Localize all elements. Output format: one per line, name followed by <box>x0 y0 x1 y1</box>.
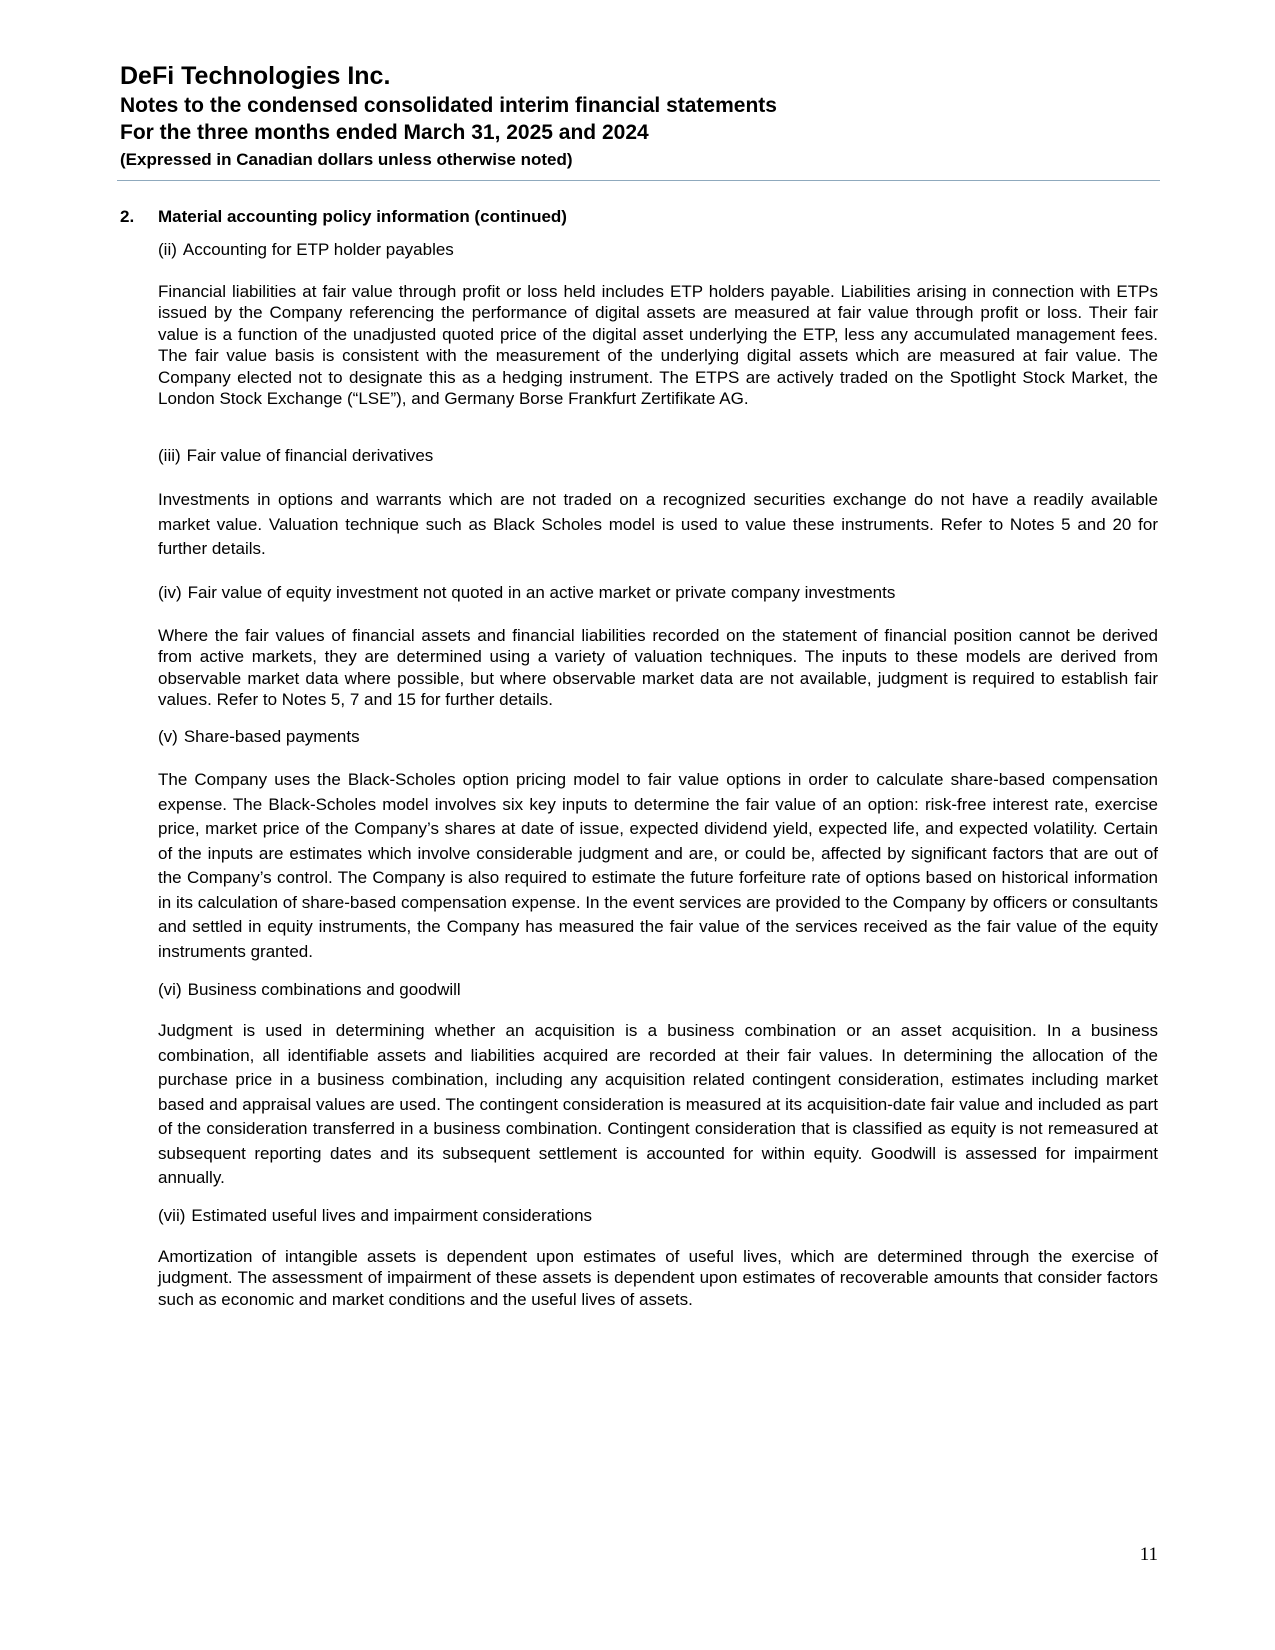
document-header <box>120 60 1160 174</box>
section-number: 2. <box>120 207 135 226</box>
subsection-paragraph: Investments in options and warrants which are not traded on a recognized securities exchange do not have a readily available market value. Valuation technique such as Black Scholes model is used to value these instruments. Refer to Notes 5 and 20 for further details. <box>158 490 1158 558</box>
subsection-heading <box>158 979 1158 1001</box>
subsection-heading <box>158 582 1158 604</box>
subsection-title: Business combinations and goodwill <box>187 980 461 999</box>
subsection-number: (v) <box>158 727 178 746</box>
section-heading <box>120 206 1160 228</box>
section-title: Material accounting policy information (continued) <box>158 207 567 226</box>
subsection-number: (vi) <box>158 980 182 999</box>
header-divider <box>117 180 1160 181</box>
subsection-number: (ii) <box>158 240 177 259</box>
subsection-number: (iv) <box>158 583 182 602</box>
subsection-title: Accounting for ETP holder payables <box>182 240 454 259</box>
document-title: Notes to the condensed consolidated interim financial statements <box>120 94 777 117</box>
reporting-period: For the three months ended March 31, 2025 and 2024 <box>120 121 649 144</box>
currency-note: (Expressed in Canadian dollars unless otherwise noted) <box>120 150 573 169</box>
subsection-paragraph: Judgment is used in determining whether an acquisition is a business combination or an asset acquisition. In a business combination, all identifiable assets and liabilities acquired are recorded at their fair values. In determining the allocation of the purchase price in a business combination, including any acquisition related contingent consideration, estimates including market based and appraisal values are used. The contingent consideration is measured at its acquisition-date fair value and included as part of the consideration transferred in a business combination. Contingent consideration that is classified as equity is not remeasured at subsequent reporting dates and its subsequent settlement is accounted for within equity. Goodwill is assessed for impairment annually. <box>158 1021 1158 1187</box>
subsection-heading <box>158 726 1158 748</box>
subsection-paragraph: Where the fair values of financial assets and financial liabilities recorded on the statement of financial position cannot be derived from active markets, they are determined using a variety of valuation techniques. The inputs to these models are derived from observable market data where possible, but where observable market data are not available, judgment is required to establish fair values. Refer to Notes 5, 7 and 15 for further details. <box>158 626 1158 710</box>
subsection-number: (vii) <box>158 1206 186 1225</box>
page-number: 11 <box>1139 1544 1158 1565</box>
subsection-number: (iii) <box>158 446 181 465</box>
subsection-paragraph: Amortization of intangible assets is dependent upon estimates of useful lives, which are determined through the exercise of judgment. The assessment of impairment of these assets is dependent upon estimates of recoverable amounts that consider factors such as economic and market conditions and the useful lives of assets. <box>158 1247 1158 1309</box>
subsection-heading <box>158 445 1158 467</box>
subsection-heading <box>158 239 1158 261</box>
subsection-title: Fair value of financial derivatives <box>186 446 434 465</box>
company-name: DeFi Technologies Inc. <box>120 62 391 90</box>
subsection-paragraph: Financial liabilities at fair value through profit or loss held includes ETP holders payable. Liabilities arising in connection with ETPs issued by the Company referencing the performance of digital assets are measured at fair value through profit or loss. Their fair value is a function of the unadjusted quoted price of the digital asset underlying the ETP, less any accumulated management fees. The fair value basis is consistent with the measurement of the underlying digital assets which are measured at fair value. The Company elected not to designate this as a hedging instrument. The ETPS are actively traded on the Spotlight Stock Market, the London Stock Exchange (“LSE”), and Germany Borse Frankfurt Zertifikate AG. <box>158 282 1158 409</box>
subsection-heading <box>158 1205 1158 1227</box>
subsection-title: Estimated useful lives and impairment considerations <box>191 1206 593 1225</box>
subsection-title: Share-based payments <box>183 727 360 746</box>
subsection-title: Fair value of equity investment not quoted in an active market or private company investments <box>187 583 896 602</box>
subsection-paragraph: The Company uses the Black-Scholes option pricing model to fair value options in order to calculate share-based compensation expense. The Black-Scholes model involves six key inputs to determine the fair value of an option: risk-free interest rate, exercise price, market price of the Company’s shares at date of issue, expected dividend yield, expected life, and expected volatility. Certain of the inputs are estimates which involve considerable judgment and are, or could be, affected by significant factors that are out of the Company’s control. The Company is also required to estimate the future forfeiture rate of options based on historical information in its calculation of share-based compensation expense. In the event services are provided to the Company by officers or consultants and settled in equity instruments, the Company has measured the fair value of the services received as the fair value of the equity instruments granted. <box>158 770 1158 961</box>
